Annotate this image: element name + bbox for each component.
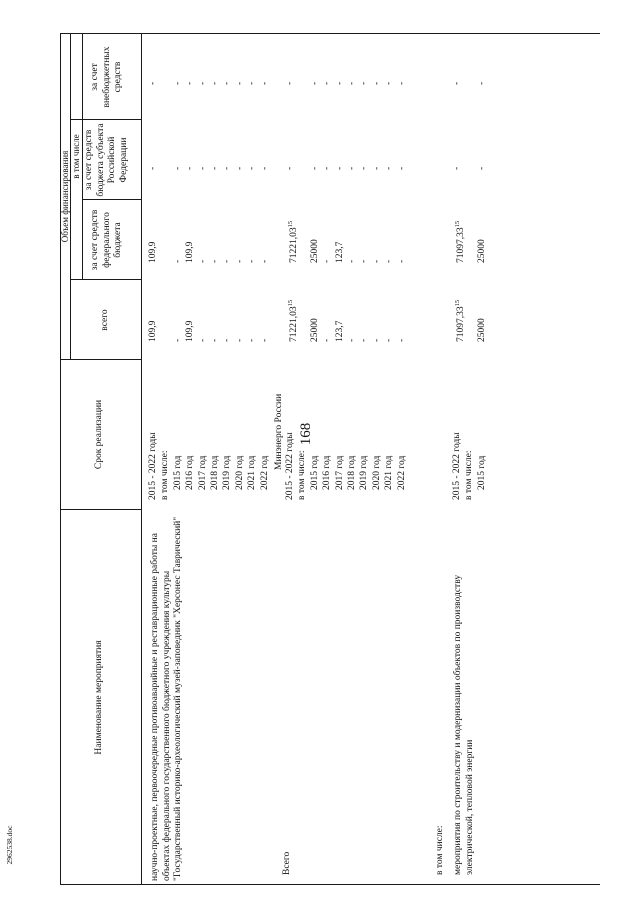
cell-extra (222, 82, 234, 85)
cell-period-value: 2016 год (322, 455, 333, 490)
cell-period (464, 450, 476, 500)
header-funding: Объем финансирования (60, 150, 70, 243)
cell-total (235, 339, 247, 342)
header-federal: за счет средств федерального бюджета (90, 209, 123, 271)
cell-federal (477, 239, 489, 263)
cell-region-value: - (210, 166, 220, 170)
cell-federal (384, 260, 396, 263)
cell-period (222, 456, 234, 490)
cell-period-value: 2022 год (259, 455, 270, 490)
cell-period-value: в том числе: (464, 450, 475, 500)
cell-extra (210, 82, 222, 85)
cell-total-value: 71097,33 (456, 306, 467, 342)
cell-federal-value: - (259, 259, 270, 263)
cell-period-value: 2020 год (234, 455, 245, 490)
cell-period-value: 2015 - 2022 годы (148, 432, 158, 500)
cell-total (335, 321, 347, 342)
cell-period (160, 450, 172, 500)
cell-total-value: - (347, 338, 357, 342)
cell-region-value: - (396, 166, 407, 170)
cell-region (359, 167, 371, 170)
cell-federal-value: - (347, 259, 357, 263)
cell-total (452, 300, 468, 342)
cell-region-value: - (322, 166, 333, 170)
cell-extra-value: - (396, 81, 407, 85)
cell-region (372, 167, 384, 170)
block3-incl-label: в том числе: (435, 825, 445, 875)
cell-region-value: - (222, 166, 233, 170)
cell-extra (198, 82, 210, 85)
financing-table (60, 33, 600, 885)
cell-region-value: - (259, 166, 270, 170)
cell-federal-value: - (247, 259, 258, 263)
cell-federal (210, 260, 222, 263)
cell-total-value: - (172, 338, 183, 342)
cell-total-value: 25000 (309, 318, 320, 342)
document-id: 2962538.doc (5, 825, 14, 865)
cell-extra-value: - (148, 81, 158, 85)
cell-federal-value: - (234, 259, 245, 263)
cell-extra-value: - (322, 81, 333, 85)
header-bottom-rule (141, 33, 142, 885)
cell-period-value: 2018 год (210, 455, 220, 490)
cell-period-value: 2022 год (396, 455, 407, 490)
cell-extra-value: - (476, 81, 487, 85)
cell-region (210, 167, 222, 170)
block3-name: мероприятия по строительству и модернизации объектов по производству электрической, тепловой энергии (453, 574, 475, 875)
cell-period-value: 2015 год (476, 455, 487, 490)
cell-region (477, 167, 489, 170)
cell-region-value: - (359, 166, 370, 170)
header-extra: за счет внебюджетных средств (90, 46, 123, 108)
header-total: всего (100, 309, 110, 331)
cell-period-value: 2021 год (247, 455, 258, 490)
cell-extra-value: - (452, 81, 462, 85)
cell-total (285, 300, 301, 342)
cell-total-value: - (259, 338, 270, 342)
cell-extra (173, 82, 185, 85)
cell-federal-footnote: 15 (287, 220, 294, 228)
cell-federal-value: - (172, 259, 183, 263)
cell-extra-value: - (309, 81, 320, 85)
cell-federal (173, 260, 185, 263)
cell-total-value: - (210, 338, 220, 342)
cell-extra (260, 82, 272, 85)
cell-period (173, 456, 185, 490)
cell-federal (452, 221, 468, 263)
cell-total (173, 339, 185, 342)
block1-name: научно-проектные, первоочередные противоаварийные и реставрационные работы на объектах федерального государственного бюджетного учреждения культуры "Государственный историко-археологический музей-заповедник "Херсонес Таврический" (150, 516, 183, 881)
cell-region (198, 167, 210, 170)
cell-period-value: 2017 год (197, 455, 208, 490)
cell-federal-footnote: 15 (454, 220, 461, 228)
cell-region-value: - (476, 166, 487, 170)
cell-extra (335, 82, 347, 85)
cell-period (185, 456, 197, 490)
cell-region-value: - (185, 166, 196, 170)
name-period-divider (60, 509, 141, 510)
cell-federal (285, 221, 301, 263)
cell-federal-value: - (222, 259, 233, 263)
cell-region (322, 167, 334, 170)
cell-region-value: - (148, 166, 158, 170)
cell-period (297, 450, 309, 500)
cell-total (198, 339, 210, 342)
cell-period-value: в том числе: (297, 450, 308, 500)
cell-period-value: в том числе: (160, 450, 171, 500)
cell-federal (372, 260, 384, 263)
cell-period (359, 456, 371, 490)
cell-federal (185, 242, 197, 263)
cell-extra (347, 82, 359, 85)
cell-federal-value: 71221,03 (289, 227, 300, 263)
cell-federal (347, 260, 359, 263)
cell-total (397, 339, 409, 342)
cell-extra-value: - (234, 81, 245, 85)
cell-total-value: - (222, 338, 233, 342)
cell-federal-value: - (322, 259, 333, 263)
cell-period-value: 2017 год (334, 455, 345, 490)
cell-total (210, 339, 222, 342)
cell-federal (397, 260, 409, 263)
cell-period-value: 2019 год (359, 455, 370, 490)
cell-total (347, 339, 359, 342)
cell-region (185, 167, 197, 170)
cell-federal (222, 260, 234, 263)
cell-extra-value: - (347, 81, 357, 85)
cell-extra (285, 82, 297, 85)
cell-period (452, 432, 464, 500)
cell-region (335, 167, 347, 170)
cell-extra-value: - (259, 81, 270, 85)
cell-extra (372, 82, 384, 85)
cell-region (222, 167, 234, 170)
cell-federal (335, 242, 347, 263)
cell-region (285, 167, 297, 170)
cell-period-value: 2015 - 2022 годы (452, 432, 462, 500)
cell-extra (359, 82, 371, 85)
cell-region-value: - (285, 166, 295, 170)
cell-period (235, 456, 247, 490)
cell-extra (185, 82, 197, 85)
cell-extra-value: - (371, 81, 382, 85)
cell-extra-value: - (334, 81, 345, 85)
header-name: Наименование мероприятия (94, 640, 104, 755)
cell-period (335, 456, 347, 490)
cell-region (384, 167, 396, 170)
cell-federal-value: - (384, 259, 395, 263)
cell-total (322, 339, 334, 342)
cell-extra (322, 82, 334, 85)
cell-total (310, 318, 322, 342)
cell-period-value: 2019 год (222, 455, 233, 490)
cell-region (397, 167, 409, 170)
header-incl: в том числе (71, 134, 81, 179)
cell-total-value: 109,9 (185, 320, 196, 342)
cell-federal-value: 123,7 (334, 241, 345, 263)
cell-total (185, 321, 197, 342)
cell-federal-value: 71097,33 (456, 227, 467, 263)
cell-region (452, 167, 464, 170)
cell-period (285, 432, 297, 500)
cell-extra-value: - (247, 81, 258, 85)
cell-total-value: 71221,03 (289, 306, 300, 342)
block2-name: Всего (282, 851, 292, 875)
cell-federal-value: - (359, 259, 370, 263)
cell-period-value: 2015 год (309, 455, 320, 490)
cell-total-value: - (396, 338, 407, 342)
cell-period (322, 456, 334, 490)
cell-region-value: - (172, 166, 183, 170)
cell-federal-value: - (396, 259, 407, 263)
cell-region-value: - (234, 166, 245, 170)
cell-total-footnote: 15 (454, 299, 461, 307)
incl-header-rule (82, 33, 83, 280)
cell-region-value: - (347, 166, 357, 170)
cell-federal (359, 260, 371, 263)
cell-federal (322, 260, 334, 263)
cell-period-value: 2018 год (347, 455, 357, 490)
cell-total-value: - (247, 338, 258, 342)
cell-total-value: - (359, 338, 370, 342)
cell-extra (310, 82, 322, 85)
federal-region-divider (82, 199, 141, 200)
cell-total-value: - (322, 338, 333, 342)
cell-extra (397, 82, 409, 85)
table-left-rule (60, 884, 600, 885)
cell-extra-value: - (172, 81, 183, 85)
cell-federal (247, 260, 259, 263)
cell-extra (384, 82, 396, 85)
cell-period-value: 2021 год (384, 455, 395, 490)
cell-period-value: 2015 год (172, 455, 183, 490)
cell-region (247, 167, 259, 170)
cell-region (347, 167, 359, 170)
cell-region-value: - (247, 166, 258, 170)
cell-extra-value: - (359, 81, 370, 85)
cell-federal-value: - (210, 259, 220, 263)
cell-period (372, 456, 384, 490)
cell-extra-value: - (210, 81, 220, 85)
cell-total-value: 123,7 (334, 320, 345, 342)
cell-total (247, 339, 259, 342)
cell-region (235, 167, 247, 170)
cell-region-value: - (452, 166, 462, 170)
cell-extra-value: - (197, 81, 208, 85)
cell-region (310, 167, 322, 170)
cell-federal-value: 25000 (476, 239, 487, 263)
cell-extra-value: - (384, 81, 395, 85)
cell-region-value: - (371, 166, 382, 170)
cell-total (384, 339, 396, 342)
cell-total (222, 339, 234, 342)
cell-federal-value: - (371, 259, 382, 263)
cell-federal (310, 239, 322, 263)
page-number: 168 (298, 422, 314, 446)
ministry-label: Минэнерго России (274, 393, 284, 470)
cell-federal (148, 242, 160, 263)
cell-total-value: - (234, 338, 245, 342)
cell-period (310, 456, 322, 490)
cell-period (384, 456, 396, 490)
cell-federal-value: - (197, 259, 208, 263)
cell-period (477, 456, 489, 490)
cell-extra (235, 82, 247, 85)
cell-region (148, 167, 160, 170)
cell-total (477, 318, 489, 342)
cell-region (173, 167, 185, 170)
period-total-divider (60, 359, 141, 360)
cell-region-value: - (384, 166, 395, 170)
cell-period (347, 456, 359, 490)
cell-federal (235, 260, 247, 263)
cell-period (247, 456, 259, 490)
cell-region (260, 167, 272, 170)
cell-period (210, 456, 222, 490)
cell-federal-value: 109,9 (148, 241, 158, 263)
header-region: за счет средств бюджета субъекта Российской Федерации (84, 123, 129, 197)
cell-total (260, 339, 272, 342)
cell-extra-value: - (185, 81, 196, 85)
cell-total (359, 339, 371, 342)
cell-total-value: 25000 (476, 318, 487, 342)
table-right-rule (60, 33, 600, 34)
cell-total-value: - (371, 338, 382, 342)
cell-total (148, 321, 160, 342)
cell-extra (477, 82, 489, 85)
cell-extra-value: - (222, 81, 233, 85)
cell-extra (247, 82, 259, 85)
cell-federal-value: 109,9 (185, 241, 196, 263)
cell-period (397, 456, 409, 490)
cell-period (260, 456, 272, 490)
cell-total-value: 109,9 (148, 320, 158, 342)
cell-extra (148, 82, 160, 85)
cell-total-value: - (384, 338, 395, 342)
cell-period (148, 432, 160, 500)
header-period: Срок реализации (94, 399, 104, 470)
cell-period-value: 2016 год (185, 455, 196, 490)
cell-federal (198, 260, 210, 263)
cell-region-value: - (197, 166, 208, 170)
cell-total-footnote: 15 (287, 299, 294, 307)
cell-federal (260, 260, 272, 263)
cell-region-value: - (309, 166, 320, 170)
cell-period-value: 2020 год (371, 455, 382, 490)
cell-region-value: - (334, 166, 345, 170)
cell-extra-value: - (285, 81, 295, 85)
cell-federal-value: 25000 (309, 239, 320, 263)
cell-total (372, 339, 384, 342)
cell-extra (452, 82, 464, 85)
cell-total-value: - (197, 338, 208, 342)
cell-period (198, 456, 210, 490)
cell-period-value: 2015 - 2022 годы (285, 432, 295, 500)
